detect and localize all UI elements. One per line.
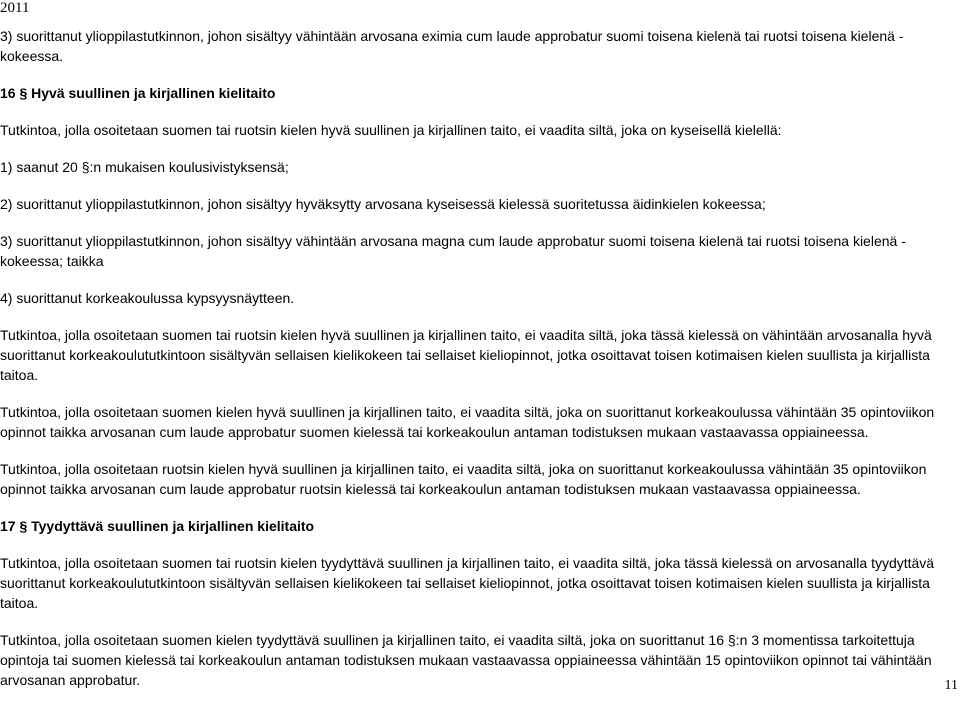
paragraph-p7: Tutkintoa, jolla osoitetaan suomen kielen hyvä suullinen ja kirjallinen taito, ei vaadita siltä, joka on suorittanut korkeakoulussa vähintään 35 opintoviikon opinnot taikka arvosanan cum laude approbatur suomen kielessä tai korkeakoulun antaman todistuksen mukaan vastaavassa oppiaineessa. [0,404,935,440]
paragraph-p10: Tutkintoa, jolla osoitetaan suomen kielen tyydyttävä suullinen ja kirjallinen taito, ei vaadita siltä, joka on suorittanut 16 §:n 3 momentissa tarkoitettuja opintoja tai suomen kielessä tai korkeakoulun antaman todistuksen mukaan vastaavassa oppiaineessa vähintään 15 opintoviikon opinnot tai vähintään arvosanan approbatur. [0,632,932,688]
paragraph-p6: Tutkintoa, jolla osoitetaan suomen tai ruotsin kielen hyvä suullinen ja kirjallinen taito, ei vaadita siltä, joka tässä kielessä on vähintään arvosanalla hyvä suorittanut korkeakoulututkintoon sisältyvän sellaisen kielikokeen tai sellaiset kieliopinnot, jotka osoittavat toisen kotimaisen kielen suullista ja kirjallista taitoa. [0,327,932,383]
document-body [0,26,955,707]
paragraph-p0: 3) suorittanut ylioppilastutkinnon, johon sisältyy vähintään arvosana eximia cum laude approbatur suomi toisena kielenä tai ruotsi toisena kielenä -kokeessa. [0,28,904,64]
paragraph-p2: 1) saanut 20 §:n mukaisen koulusivistyksensä; [0,159,289,175]
paragraph-p4: 3) suorittanut ylioppilastutkinnon, johon sisältyy vähintään arvosana magna cum laude approbatur suomi toisena kielenä tai ruotsi toisena kielenä -kokeessa; taikka [0,233,906,269]
paragraph-p5: 4) suorittanut korkeakoulussa kypsyysnäytteen. [0,290,295,306]
paragraph-p3: 2) suorittanut ylioppilastutkinnon, johon sisältyy hyväksytty arvosana kyseisessä kielessä suoritetussa äidinkielen kokeessa; [0,196,766,212]
document-year: 2011 [0,0,30,16]
section-heading-16: 16 § Hyvä suullinen ja kirjallinen kielitaito [0,85,276,101]
paragraph-p1: Tutkintoa, jolla osoitetaan suomen tai ruotsin kielen hyvä suullinen ja kirjallinen taito, ei vaadita siltä, joka on kyseisellä kielellä: [0,122,782,138]
paragraph-p9: Tutkintoa, jolla osoitetaan suomen tai ruotsin kielen tyydyttävä suullinen ja kirjallinen taito, ei vaadita siltä, joka tässä kielessä on arvosanalla tyydyttävä suorittanut korkeakoulututkintoon sisältyvän sellaisen kielikokeen tai sellaiset kieliopinnot, jotka osoittavat toisen kotimaisen kielen suullista ja kirjallista taitoa. [0,555,935,611]
page-number: 11 [944,678,958,693]
section-heading-17: 17 § Tyydyttävä suullinen ja kirjallinen kielitaito [0,518,315,534]
paragraph-p8: Tutkintoa, jolla osoitetaan ruotsin kielen hyvä suullinen ja kirjallinen taito, ei vaadita siltä, joka on suorittanut korkeakoulussa vähintään 35 opintoviikon opinnot taikka arvosanan cum laude approbatur ruotsin kielessä tai korkeakoulun antaman todistuksen mukaan vastaavassa oppiaineessa. [0,461,927,497]
